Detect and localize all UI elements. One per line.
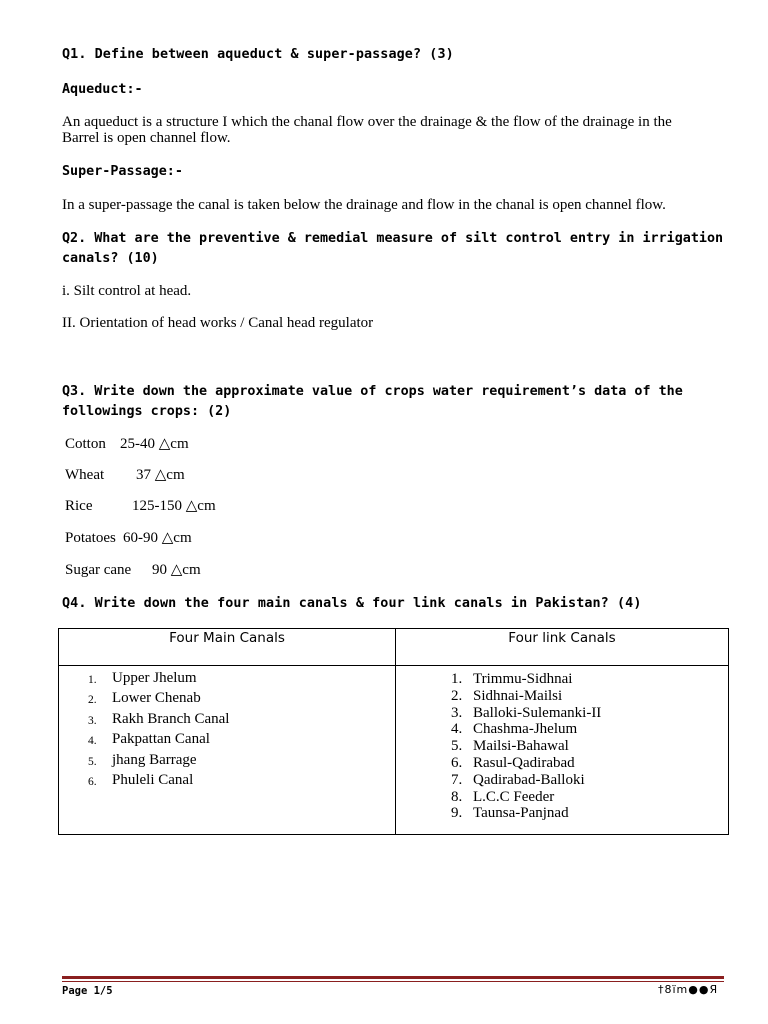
link-canals-list [397, 671, 727, 822]
list-item: 5. jhang Barrage [88, 751, 197, 768]
list-item: 1. Upper Jhelum [88, 670, 197, 686]
link-canals-cell [396, 666, 729, 835]
footer-logo: †8ïm●●Я [658, 983, 719, 996]
main-canals-cell [59, 666, 396, 835]
q1-heading: Q1. Define between aqueduct & super-passage? (3) [62, 47, 454, 62]
crop-name-potatoes: Potatoes [65, 530, 116, 546]
q3-heading-line1: Q3. Write down the approximate value of crops water requirement’s data of the [62, 384, 683, 399]
crop-value-wheat: 37 △cm [136, 467, 185, 483]
q2-heading-line1: Q2. What are the preventive & remedial measure of silt control entry in irrigation [62, 231, 724, 246]
list-item: 2. Lower Chenab [88, 690, 201, 707]
footer-rule-thick [62, 976, 724, 979]
crop-name-sugar-cane: Sugar cane [65, 562, 132, 578]
list-item: 1. Trimmu-Sidhnai [451, 671, 573, 687]
q4-heading: Q4. Write down the four main canals & four link canals in Pakistan? (4) [62, 596, 642, 611]
main-canals-list [60, 670, 394, 792]
crop-value-rice: 125-150 △cm [132, 498, 216, 514]
list-item: 4. Chashma-Jhelum [451, 721, 578, 738]
list-item: 2. Sidhnai-Mailsi [451, 687, 563, 704]
table-header-main-canals: Four Main Canals [59, 629, 396, 666]
crop-name-rice: Rice [65, 498, 93, 514]
list-item: 3. Rakh Branch Canal [88, 710, 230, 727]
list-item: 8. L.C.C Feeder [451, 788, 555, 805]
list-item: 4. Pakpattan Canal [88, 731, 210, 748]
list-item: 5. Mailsi-Bahawal [451, 738, 569, 755]
table-header-link-canals: Four link Canals [396, 629, 729, 666]
superpassage-label: Super-Passage:- [62, 164, 183, 179]
crop-value-cotton: 25-40 △cm [120, 436, 189, 452]
q2-heading-line2: canals? (10) [62, 251, 159, 266]
list-item: 9. Taunsa-Panjnad [451, 805, 569, 822]
list-item: 7. Qadirabad-Balloki [451, 771, 585, 788]
crop-name-wheat: Wheat [65, 467, 105, 483]
superpassage-text: In a super-passage the canal is taken below the drainage and flow in the chanal is open channel flow. [62, 197, 666, 213]
q3-heading-line2: followings crops: (2) [62, 404, 232, 419]
page-number: Page 1/5 [62, 985, 113, 997]
q2-point-2: II. Orientation of head works / Canal head regulator [62, 315, 374, 331]
aqueduct-text-line1: An aqueduct is a structure I which the chanal flow over the drainage & the flow of the drainage in the [62, 114, 672, 130]
list-item: 6. Phuleli Canal [88, 771, 194, 788]
crop-value-sugar-cane: 90 △cm [152, 562, 201, 578]
aqueduct-label: Aqueduct:- [62, 82, 143, 97]
footer-rule-thin [62, 981, 724, 982]
aqueduct-text-line2: Barrel is open channel flow. [62, 130, 231, 146]
q2-point-1: i. Silt control at head. [62, 283, 192, 299]
crop-name-cotton: Cotton [65, 436, 106, 452]
canals-table [58, 628, 729, 835]
list-item: 6. Rasul-Qadirabad [451, 754, 575, 771]
crop-value-potatoes: 60-90 △cm [123, 530, 192, 546]
list-item: 3. Balloki-Sulemanki-II [451, 704, 602, 721]
